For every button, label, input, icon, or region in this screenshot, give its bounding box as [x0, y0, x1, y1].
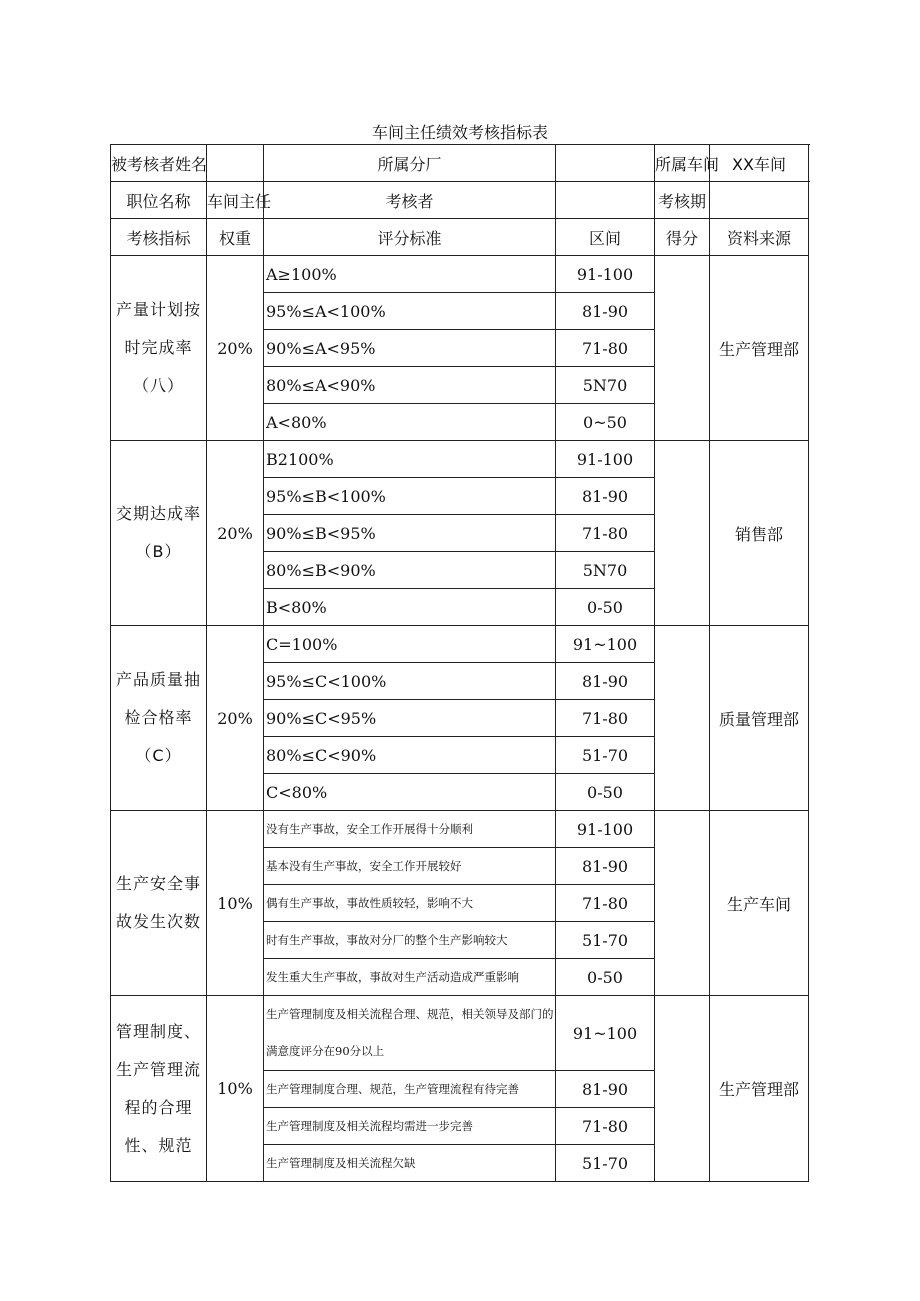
assessor-label: 考核者 [264, 182, 556, 219]
info-row-1 [111, 145, 809, 182]
indicator-source: 生产管理部 [710, 996, 809, 1182]
column-header-row [111, 219, 809, 256]
workshop-label: 所属车间 [655, 145, 710, 182]
standard-cell: 偶有生产事故，事故性质较轻，影响不大 [264, 885, 556, 922]
col-header-range: 区间 [556, 219, 655, 256]
examinee-label: 被考核者姓名 [111, 145, 207, 182]
score-field[interactable] [655, 626, 710, 811]
standard-cell: B2100% [264, 441, 556, 478]
range-cell: 81-90 [556, 848, 655, 885]
indicator-name: 产品质量抽检合格率（C） [111, 626, 207, 811]
indicator-weight: 10% [207, 811, 264, 996]
indicator-weight: 20% [207, 626, 264, 811]
indicator-name: 交期达成率（B） [111, 441, 207, 626]
range-cell: 91-100 [556, 441, 655, 478]
range-cell: 81-90 [556, 1071, 655, 1108]
position-label: 职位名称 [111, 182, 207, 219]
standard-cell: 90%≤A<95% [264, 330, 556, 367]
range-cell: 71-80 [556, 515, 655, 552]
indicator-weight: 20% [207, 256, 264, 441]
range-cell: 5N70 [556, 367, 655, 404]
standard-cell: 95%≤A<100% [264, 293, 556, 330]
standard-cell: 80%≤B<90% [264, 552, 556, 589]
table-row [111, 996, 809, 1071]
range-cell: 71-80 [556, 885, 655, 922]
standard-cell: 生产管理制度合理、规范，生产管理流程有待完善 [264, 1071, 556, 1108]
standard-cell: 没有生产事故，安全工作开展得十分顺利 [264, 811, 556, 848]
score-field[interactable] [655, 441, 710, 626]
indicator-source: 销售部 [710, 441, 809, 626]
standard-cell: C=100% [264, 626, 556, 663]
position-field[interactable]: 车间主任 [207, 182, 264, 219]
standard-cell: 基本没有生产事故，安全工作开展较好 [264, 848, 556, 885]
table-row [111, 256, 809, 293]
indicator-name: 产量计划按时完成率（八） [111, 256, 207, 441]
standard-cell: 80%≤C<90% [264, 737, 556, 774]
range-cell: 51-70 [556, 922, 655, 959]
page-title: 车间主任绩效考核指标表 [371, 123, 548, 142]
col-header-indicator: 考核指标 [111, 219, 207, 256]
indicator-source: 生产管理部 [710, 256, 809, 441]
standard-cell: 80%≤A<90% [264, 367, 556, 404]
range-cell: 0~50 [556, 404, 655, 441]
standard-cell: 生产管理制度及相关流程欠缺 [264, 1145, 556, 1182]
branch-field[interactable] [556, 145, 655, 182]
range-cell: 5N70 [556, 552, 655, 589]
range-cell: 71-80 [556, 330, 655, 367]
standard-cell: 发生重大生产事故，事故对生产活动造成严重影响 [264, 959, 556, 996]
range-cell: 71-80 [556, 1108, 655, 1145]
indicator-weight: 10% [207, 996, 264, 1182]
score-field[interactable] [655, 811, 710, 996]
range-cell: 51-70 [556, 1145, 655, 1182]
table-row [111, 811, 809, 848]
standard-cell: 生产管理制度及相关流程合理、规范，相关领导及部门的满意度评分在90分以上 [264, 996, 556, 1071]
range-cell: 91-100 [556, 811, 655, 848]
standard-cell: 95%≤C<100% [264, 663, 556, 700]
range-cell: 91~100 [556, 626, 655, 663]
kpi-table [110, 144, 809, 1182]
range-cell: 91~100 [556, 996, 655, 1071]
examinee-field[interactable] [207, 145, 264, 182]
standard-cell: C<80% [264, 774, 556, 811]
standard-cell: 90%≤C<95% [264, 700, 556, 737]
workshop-field[interactable]: XX车间 [710, 145, 809, 182]
score-field[interactable] [655, 256, 710, 441]
assessor-field[interactable] [556, 182, 655, 219]
range-cell: 91-100 [556, 256, 655, 293]
score-field[interactable] [655, 996, 710, 1182]
range-cell: 81-90 [556, 478, 655, 515]
standard-cell: 90%≤B<95% [264, 515, 556, 552]
range-cell: 0-50 [556, 589, 655, 626]
standard-cell: 生产管理制度及相关流程均需进一步完善 [264, 1108, 556, 1145]
table-row [111, 441, 809, 478]
range-cell: 81-90 [556, 293, 655, 330]
branch-label: 所属分厂 [264, 145, 556, 182]
range-cell: 51-70 [556, 737, 655, 774]
period-field[interactable] [710, 182, 809, 219]
standard-cell: 时有生产事故，事故对分厂的整个生产影响较大 [264, 922, 556, 959]
indicator-name: 管理制度、生产管理流程的合理性、规范 [111, 996, 207, 1182]
col-header-source: 资料来源 [710, 219, 809, 256]
standard-cell: B<80% [264, 589, 556, 626]
col-header-weight: 权重 [207, 219, 264, 256]
info-row-2 [111, 182, 809, 219]
range-cell: 0-50 [556, 774, 655, 811]
period-label: 考核期 [655, 182, 710, 219]
range-cell: 71-80 [556, 700, 655, 737]
standard-cell: A<80% [264, 404, 556, 441]
range-cell: 0-50 [556, 959, 655, 996]
indicator-source: 生产车间 [710, 811, 809, 996]
table-row [111, 626, 809, 663]
col-header-score: 得分 [655, 219, 710, 256]
indicator-weight: 20% [207, 441, 264, 626]
col-header-standard: 评分标准 [264, 219, 556, 256]
indicator-source: 质量管理部 [710, 626, 809, 811]
standard-cell: A≥100% [264, 256, 556, 293]
standard-cell: 95%≤B<100% [264, 478, 556, 515]
range-cell: 81-90 [556, 663, 655, 700]
indicator-name: 生产安全事故发生次数 [111, 811, 207, 996]
